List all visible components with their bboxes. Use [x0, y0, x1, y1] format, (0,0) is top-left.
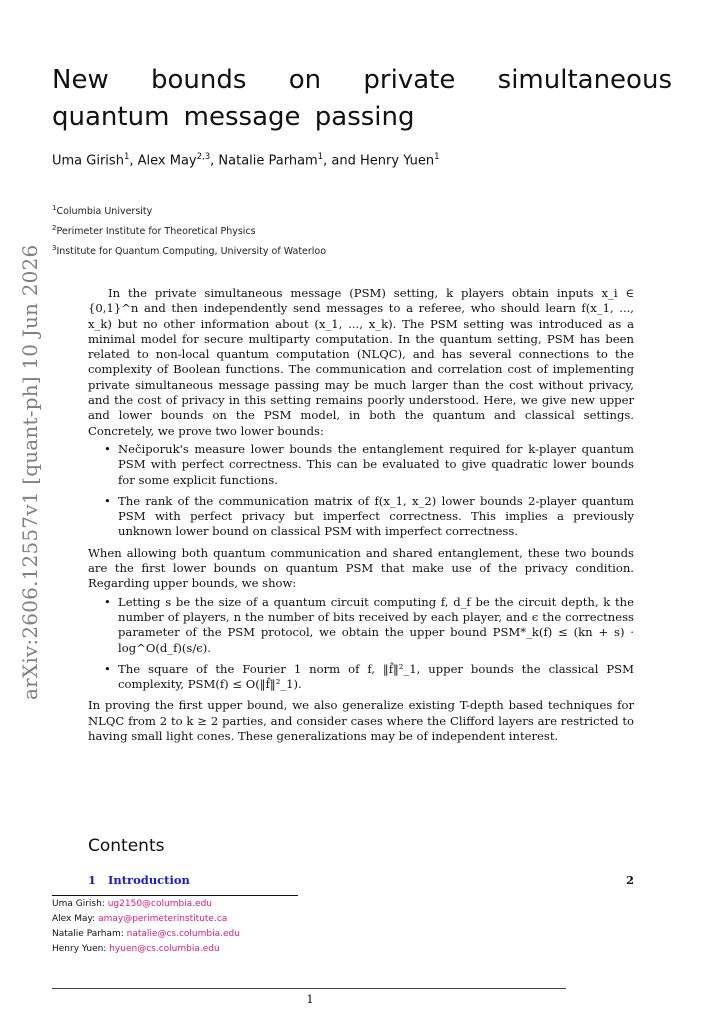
abstract-paragraph: In the private simultaneous message (PSM) setting, k players obtain inputs x_i ∈ {0,1}^n and then independently send messages to a referee, who should learn f(x_1, ..., x_k) but no other information about (x_1, ..., x_k). The PSM setting was introduced as a minimal model for secure multiparty computation. In the quantum setting, PSM has been related to non-local quantum computation (NLQC), and has several connections to the complexity of Boolean functions. The communication and correlation cost of implementing private simultaneous message passing may be much larger than the cost without privacy, and the cost of privacy in this setting remains poorly understood. Here, we give new upper and lower bounds on the PSM model, in both the quantum and classical settings. Concretely, we prove two lower bounds: [88, 286, 634, 438]
arxiv-identifier-stamp: arXiv:2606.12557v1 [quant-ph] 10 Jun 2026 [18, 244, 42, 700]
footnotes [52, 897, 452, 957]
email-link[interactable]: hyuen@cs.columbia.edu [109, 944, 220, 954]
footnote-author: Alex May: [52, 914, 96, 924]
author-separator: , and [323, 153, 361, 169]
affiliation-marker: 2 [52, 224, 57, 233]
affiliation-marker: 1 [52, 204, 57, 212]
author-affiliation-marker: 1 [317, 152, 324, 162]
email-link[interactable]: natalie@cs.columbia.edu [126, 929, 240, 939]
list-item: • Letting s be the size of a quantum circuit computing f, d_f be the circuit depth, k the number of players, n the number of bits received by each player, and ϵ the correctness parameter of the PSM protocol, we obtain the upper bound PSM*_k(f) ≤ (kn + s) · log^O(d_f)(s/ϵ). [118, 595, 634, 656]
contents-heading: Contents [88, 836, 165, 856]
lower-bounds-list [88, 442, 634, 540]
toc-page-number: 2 [625, 873, 634, 887]
abstract [88, 286, 634, 744]
footnote [52, 912, 452, 927]
footnote-divider [52, 895, 298, 896]
affiliation-marker: 3 [52, 244, 57, 253]
list-item: • The rank of the communication matrix of f(x_1, x_2) lower bounds 2-player quantum PSM with perfect privacy but imperfect correctness. This implies a previously unknown lower bound on classical PSM with imperfect correctness. [118, 494, 634, 540]
affiliation [52, 220, 552, 240]
author-name: Uma Girish [52, 153, 124, 169]
abstract-paragraph: In proving the first upper bound, we also generalize existing T-depth based techniques for NLQC from 2 to k ≥ 2 parties, and consider cases where the Clifford layers are restricted to having small light cones. These generalizations may be of independent interest. [88, 698, 634, 744]
list-item: • Nečiporuk's measure lower bounds the entanglement required for k-player quantum PSM with perfect correctness. This can be evaluated to give quadratic lower bounds for some explicit functions. [118, 442, 634, 488]
footnote [52, 942, 452, 957]
footnote-author: Uma Girish: [52, 899, 105, 909]
list-item: • The square of the Fourier 1 norm of f, ‖f̂‖²_1, upper bounds the classical PSM complexity, PSM(f) ≤ O(‖f̂‖²_1). [118, 662, 634, 693]
toc-section-link[interactable]: Introduction [108, 873, 190, 887]
page-number: 1 [306, 992, 314, 1006]
author-separator: , [129, 153, 138, 169]
author-separator: , [210, 153, 219, 169]
affiliation-list [52, 200, 552, 260]
footnote-author: Henry Yuen: [52, 944, 107, 954]
toc-section-number[interactable]: 1 [88, 873, 97, 887]
email-link[interactable]: amay@perimeterinstitute.ca [98, 914, 228, 924]
author-list [52, 152, 672, 168]
paper-title: New bounds on private simultaneous quantum message passing [52, 65, 672, 132]
author-affiliation-marker: 2,3 [196, 152, 211, 162]
affiliation-name: Perimeter Institute for Theoretical Physics [56, 226, 256, 238]
upper-bounds-list [88, 595, 634, 693]
affiliation-name: Columbia University [56, 206, 153, 218]
author-affiliation-marker: 1 [123, 152, 130, 162]
author-affiliation-marker: 1 [434, 152, 440, 162]
author-name: Henry Yuen [360, 153, 435, 169]
toc-entry-introduction[interactable] [88, 873, 634, 889]
page-footer-divider [52, 988, 566, 989]
affiliation [52, 200, 552, 220]
affiliation-name: Institute for Quantum Computing, University of Waterloo [56, 246, 327, 258]
author-name: Natalie Parham [218, 153, 318, 169]
footnote [52, 927, 452, 942]
author-name: Alex May [137, 153, 197, 169]
footnote-author: Natalie Parham: [52, 929, 124, 939]
email-link[interactable]: ug2150@columbia.edu [107, 899, 213, 909]
abstract-paragraph: When allowing both quantum communication and shared entanglement, these two bounds are the first lower bounds on quantum PSM that make use of the privacy condition. Regarding upper bounds, we show: [88, 545, 634, 591]
footnote [52, 897, 452, 912]
affiliation [52, 240, 552, 260]
